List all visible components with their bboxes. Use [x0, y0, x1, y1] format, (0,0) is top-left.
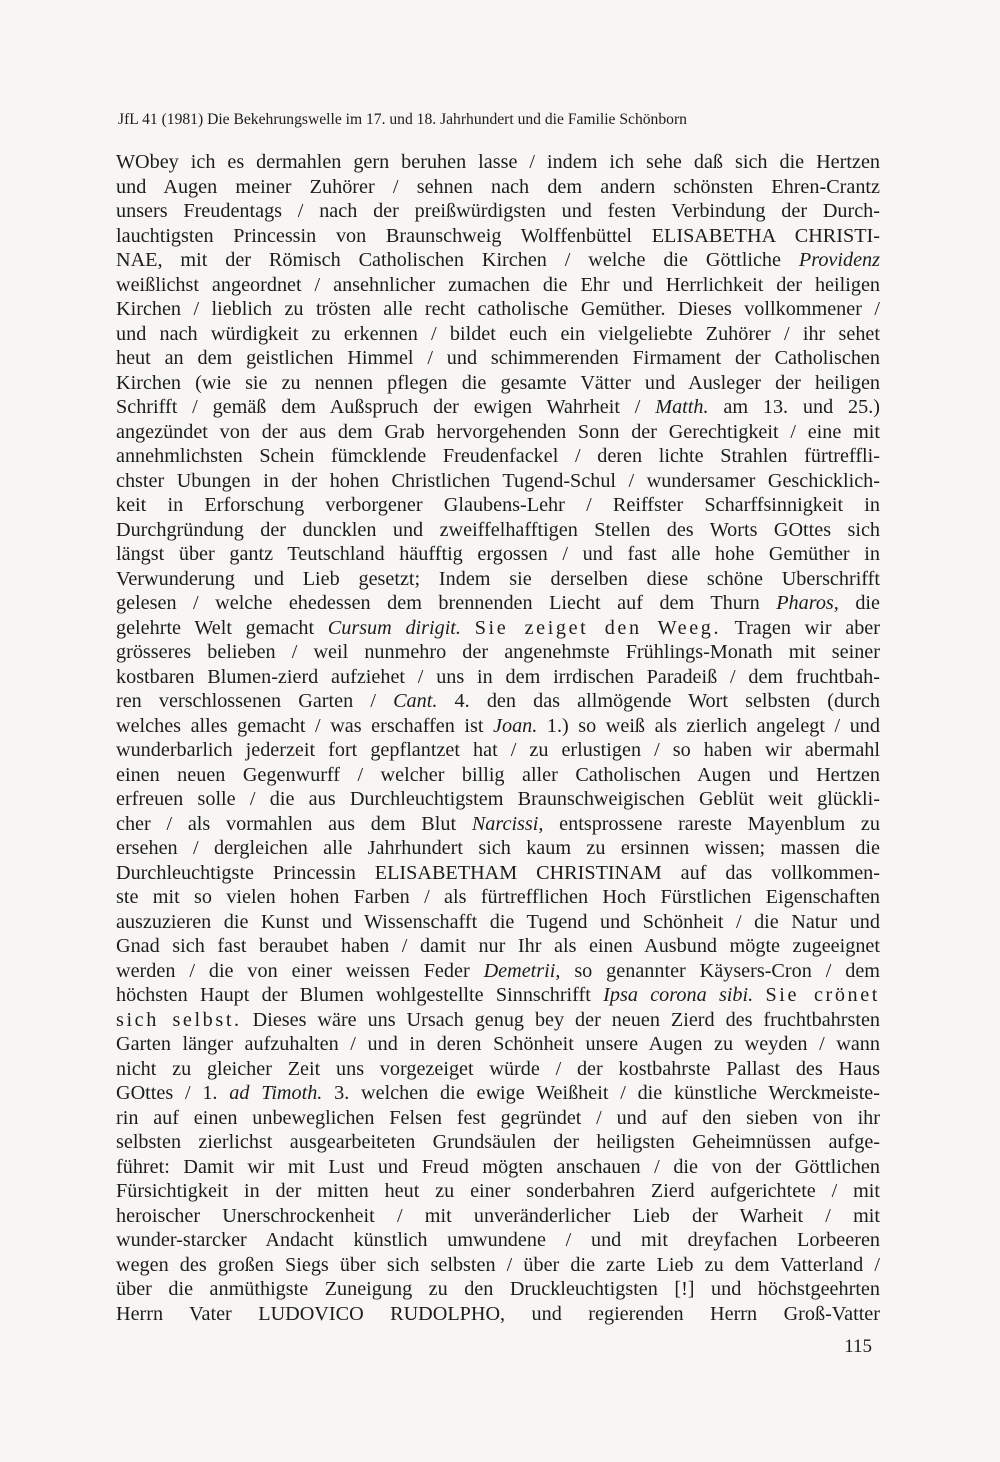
text-segment: über die anmüthigste Zuneigung zu den Druckleuchtigsten [!] und höchstgeehrten [116, 1278, 880, 1300]
text-segment: Verwunderung und Lieb gesetzt; Indem sie derselben diese schöne Uberschrifft [116, 567, 880, 590]
text-segment: Fürsichtigkeit in der mitten heut zu einer sonderbahren Zierd aufgerichtete / mit [116, 1180, 880, 1202]
text-segment: ste mit so vielen hohen Farben / als fürtrefflichen Hoch Fürstlichen Eigenschaften [116, 886, 880, 908]
text-segment: wunderbarlich jederzeit fort gepflantzet hat / zu erlustigen / so haben wir abermahl [116, 739, 880, 761]
text-line [116, 861, 880, 886]
spaced-text: Sie crönet [765, 984, 880, 1006]
text-segment: am 13. und 25.) [708, 396, 880, 418]
text-segment: wegen des großen Siegs über sich selbsten / über die zarte Lieb zu dem Vatterland / [116, 1253, 880, 1276]
text-segment: Kirchen (wie sie zu nennen pflegen die gesamte Vätter und Ausleger der heiligen [116, 371, 880, 394]
text-segment: WObey ich es dermahlen gern beruhen lasse / indem ich sehe daß sich die Hertzen [116, 151, 880, 173]
text-segment: einen neuen Gegenwurff / welcher billig aller Catholischen Augen und Hertzen [116, 763, 880, 786]
text-line [116, 665, 880, 690]
text-line [116, 1057, 880, 1082]
text-segment: 4. den das allmögende Wort selbsten (durch [437, 690, 880, 712]
text-segment: 3. welchen die ewige Weißheit / die künstliche Werckmeiste- [322, 1082, 880, 1104]
text-line [116, 395, 880, 420]
text-line [116, 1106, 880, 1131]
text-segment: kostbaren Blumen-zierd aufziehet / uns in dem irrdischen Paradeiß / dem fruchtbah- [116, 665, 880, 688]
text-line [116, 787, 880, 812]
text-segment: werden / die von einer weissen Feder [116, 959, 484, 982]
page-number: 115 [844, 1336, 872, 1357]
italic-text: Providenz [798, 249, 880, 271]
text-segment: erfreuen solle / die aus Durchleuchtigstem Braunschweigischen Geblüt weit glückli- [116, 788, 880, 810]
text-segment: Durchgründung der duncklen und zweiffelhafftigen Stellen des Worts GOttes sich [116, 518, 880, 541]
text-line [116, 1179, 880, 1204]
text-line [116, 248, 880, 273]
running-head: JfL 41 (1981) Die Bekehrungswelle im 17. und 18. Jahrhundert und die Familie Schönborn [118, 111, 687, 128]
text-line [116, 1081, 880, 1106]
spaced-text: sich selbst. [116, 1008, 242, 1031]
text-line [116, 444, 880, 469]
text-segment: gelesen / welche ehedessen dem brennenden Liecht auf dem Thurn [116, 592, 777, 614]
italic-text: Narcissi, [471, 812, 544, 835]
text-line [116, 420, 880, 445]
text-line [116, 1155, 880, 1180]
text-line [116, 1130, 880, 1155]
text-line [116, 714, 880, 739]
text-line [116, 591, 880, 616]
text-line [116, 959, 880, 984]
text-line [116, 469, 880, 494]
text-segment: rin auf einen unbeweglichen Felsen fest gegründet / und auf den sieben von ihr [116, 1106, 880, 1129]
text-line [116, 493, 880, 518]
text-line [116, 836, 880, 861]
text-line [116, 297, 880, 322]
text-segment: angezündet von der aus dem Grab hervorgehenden Sonn der Gerechtigkeit / eine mit [116, 420, 880, 443]
text-segment: wunder-starcker Andacht künstlich umwundene / und mit dreyfachen Lorbeeren [116, 1229, 880, 1251]
text-segment: chster Ubungen in der hohen Christlichen Tugend-Schul / wundersamer Geschicklich- [116, 469, 880, 492]
text-line [116, 1228, 880, 1253]
text-segment: Herrn Vater LUDOVICO RUDOLPHO, und regierenden Herrn Groß-Vatter [116, 1302, 880, 1325]
text-line [116, 1302, 880, 1327]
body-text [116, 150, 880, 1326]
text-segment: heroischer Unerschrockenheit / mit unveränderlicher Lieb der Warheit / mit [116, 1204, 880, 1227]
text-line [116, 273, 880, 298]
italic-text: Matth. [655, 396, 709, 418]
text-segment: so genannter Käysers-Cron / dem [560, 959, 881, 982]
text-line [116, 885, 880, 910]
text-line [116, 1008, 880, 1033]
text-line [116, 910, 880, 935]
text-line [116, 346, 880, 371]
text-segment: nicht zu gleicher Zeit uns vorgezeiget würde / der kostbahrste Pallast des Haus [116, 1057, 880, 1080]
text-segment [753, 984, 765, 1006]
text-segment: GOttes / 1. [116, 1082, 230, 1104]
text-segment [461, 617, 475, 639]
text-line [116, 689, 880, 714]
italic-text: Cursum dirigit. [327, 616, 461, 639]
text-segment: keit in Erforschung verborgener Glaubens-Lehr / Reiffster Scharffsinnigkeit in [116, 494, 880, 516]
text-line [116, 640, 880, 665]
text-line [116, 812, 880, 837]
text-line [116, 199, 880, 224]
text-segment: grösseres belieben / weil nunmehro der angenehmste Frühlings-Monath mit seiner [116, 641, 880, 663]
text-line [116, 983, 880, 1008]
text-segment: Kirchen / lieblich zu trösten alle recht catholische Gemüther. Dieses vollkommener / [116, 298, 880, 320]
text-segment: längst über gantz Teutschland häufftig ergossen / und fast alle hohe Gemüther in [116, 543, 880, 565]
text-line [116, 322, 880, 347]
text-segment: die [838, 592, 880, 614]
text-line [116, 518, 880, 543]
text-line [116, 542, 880, 567]
italic-text: Ipsa corona sibi. [603, 984, 754, 1006]
italic-text: Pharos, [776, 592, 839, 614]
text-line [116, 1204, 880, 1229]
text-line [116, 150, 880, 175]
text-segment: annehmlichsten Schein fümcklende Freudenfackel / deren lichte Strahlen fürtreffli- [116, 445, 880, 467]
text-line [116, 567, 880, 592]
italic-text: Demetrii, [483, 959, 561, 982]
text-segment: 1.) so weiß als zierlich angelegt / und [537, 714, 880, 737]
text-segment: Dieses wäre uns Ursach genug bey der neuen Zierd des fruchtbahrsten [241, 1008, 881, 1031]
text-segment: und Augen meiner Zuhörer / sehnen nach dem andern schönsten Ehren-Crantz [116, 175, 880, 198]
text-segment: cher / als vormahlen aus dem Blut [116, 812, 472, 835]
text-line [116, 175, 880, 200]
text-segment: weißlichst angeordnet / ansehnlicher zumachen die Ehr und Herrlichkeit der heiligen [116, 273, 880, 296]
text-line [116, 763, 880, 788]
text-segment: selbsten zierlichst ausgearbeiteten Grundsäulen der heiligsten Geheimnüssen aufge- [116, 1131, 880, 1153]
text-line [116, 1277, 880, 1302]
italic-text: ad Timoth. [229, 1082, 323, 1104]
text-segment: welches alles gemacht / was erschaffen ist [116, 714, 494, 737]
text-line [116, 1253, 880, 1278]
italic-text: Joan. [493, 714, 538, 737]
text-line [116, 371, 880, 396]
spaced-text: Sie zeiget den Weeg. [474, 616, 722, 639]
text-segment: unsers Freudentags / nach der preißwürdigsten und festen Verbindung der Durch- [116, 200, 880, 222]
text-segment: heut an dem geistlichen Himmel / und schimmerenden Firmament der Catholischen [116, 347, 880, 369]
text-segment: entsprossene rareste Mayenblum zu [543, 812, 880, 835]
text-segment: Tragen wir aber [721, 616, 880, 639]
text-line [116, 1032, 880, 1057]
text-segment: Gnad sich fast beraubet haben / damit nur Ihr als einen Ausbund mögte zugeeignet [116, 935, 880, 957]
italic-text: Cant. [393, 690, 438, 712]
text-segment: lauchtigsten Princessin von Braunschweig Wolffenbüttel ELISABETHA CHRISTI- [116, 224, 880, 247]
text-segment: ersehen / dergleichen alle Jahrhundert sich kaum zu ersinnen wissen; massen die [116, 837, 880, 859]
text-line [116, 224, 880, 249]
text-segment: gelehrte Welt gemacht [116, 616, 328, 639]
text-line [116, 934, 880, 959]
text-line [116, 616, 880, 641]
text-segment: Schrifft / gemäß dem Außspruch der ewigen Wahrheit / [116, 396, 656, 418]
text-segment: ren verschlossenen Garten / [116, 690, 394, 712]
text-segment: auszuzieren die Kunst und Wissenschafft die Tugend und Schönheit / die Natur und [116, 910, 880, 933]
text-segment: NAE, mit der Römisch Catholischen Kirchen / welche die Göttliche [116, 249, 799, 271]
text-line [116, 738, 880, 763]
text-segment: Garten länger aufzuhalten / und in deren Schönheit unsere Augen zu weyden / wann [116, 1033, 880, 1055]
text-segment: Durchleuchtigste Princessin ELISABETHAM CHRISTINAM auf das vollkommen- [116, 861, 880, 884]
text-segment: und nach würdigkeit zu erkennen / bildet euch ein vielgeliebte Zuhörer / ihr sehet [116, 322, 880, 345]
text-segment: führet: Damit wir mit Lust und Freud mögten anschauen / die von der Göttlichen [116, 1155, 880, 1178]
text-segment: höchsten Haupt der Blumen wohlgestellte Sinnschrifft [116, 984, 604, 1006]
